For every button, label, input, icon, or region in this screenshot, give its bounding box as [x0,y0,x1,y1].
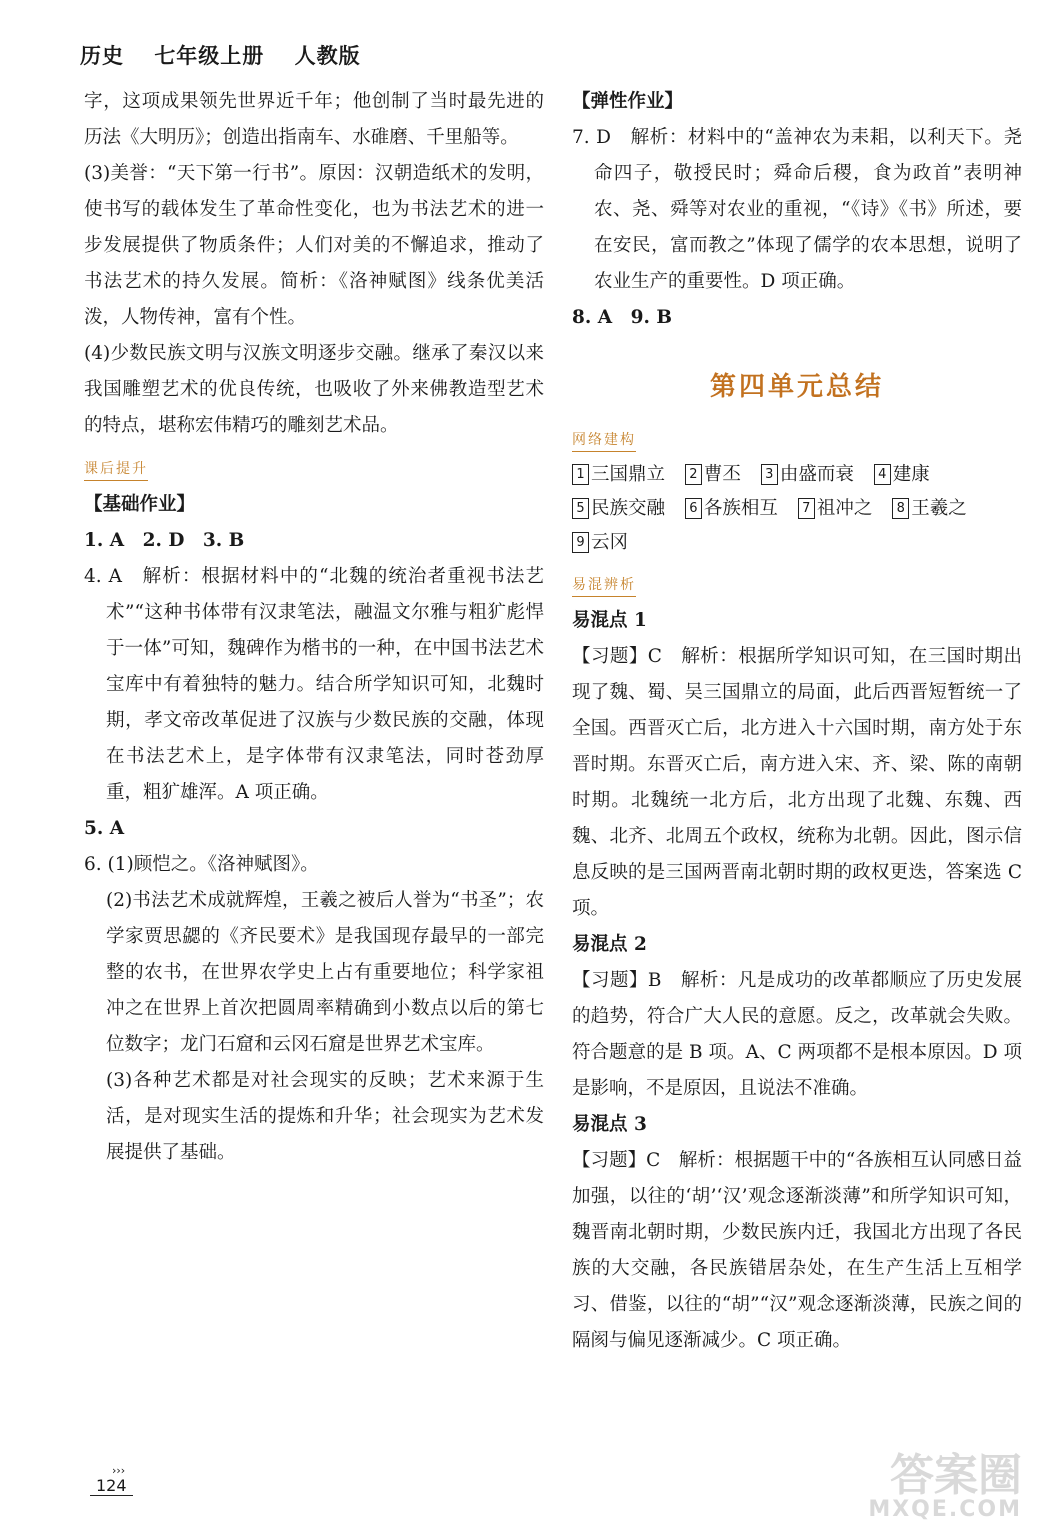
answer-4: 4. A 解析：根据材料中的“北魏的统治者重视书法艺术”“这种书体带有汉隶笔法，融温文尔雅与粗犷彪悍于一体”可知，魏碑作为楷书的一种，在中国书法艺术宝库中有着独特的魅力。结合所学知识可知，北魏时期，孝文帝改革促进了汉族与少数民族的交融，体现在书法艺术上，是字体带有汉隶笔法，同时苍劲厚重，粗犷雄浑。A 项正确。 [84,566,544,803]
answers-1-3: 1. A 2. D 3. B [84,530,245,551]
confusion-point-3-text: 【习题】C 解析：根据题干中的“各族相互认同感日益加强，以往的‘胡’‘汉’观念逐渐淡薄”和所学知识可知，魏晋南北朝时期，少数民族内迁，我国北方出现了各民族的大交融，各民族错居杂处，在生产生活上互相学习、借鉴，以往的“胡”“汉”观念逐渐淡薄，民族之间的隔阂与偏见逐渐减少。C 项正确。 [572,1150,1022,1351]
unit-summary-title: 第四单元总结 [709,372,884,402]
answer-6-part2: (2)书法艺术成就辉煌，王羲之被后人誉为“书圣”；农学家贾思勰的《齐民要术》是我国现存最早的一部完整的农书，在世界农学史上占有重要地位；科学家祖冲之在世界上首次把圆周率精确到小数点以后的第七位数字；龙门石窟和云冈石窟是世界艺术宝库。 [106,890,544,1055]
network-item: 2 曹丕 [685,464,741,485]
chevrons-icon: ››› [112,1464,126,1477]
page-number-text: 124 [90,1476,133,1496]
basic-homework-label: 【基础作业】 [84,494,196,515]
network-list [572,458,1022,560]
page-number [90,1466,133,1495]
section-tag-confusion: 易混辨析 [572,574,636,597]
watermark-url: MXQE.COM [868,1497,1022,1522]
right-column [572,84,1022,1359]
network-item: 8 王羲之 [892,498,967,519]
header-subject: 历史 [80,44,124,68]
watermark-logo [868,1450,1022,1522]
left-column [84,84,544,1171]
section-tag-after-class: 课后提升 [84,458,148,481]
confusion-point-1-label: 易混点 1 [572,610,647,631]
network-item: 1 三国鼎立 [572,464,665,485]
page-header [80,40,383,70]
confusion-point-3-label: 易混点 3 [572,1114,647,1135]
confusion-point-2-text: 【习题】B 解析：凡是成功的改革都顺应了历史发展的趋势，符合广大人民的意愿。反之，改革就会失败。符合题意的是 B 项。A、C 两项都不是根本原因。D 项是影响，不是原因，且说法不准确。 [572,970,1022,1099]
section-tag-network: 网络建构 [572,429,636,452]
answer-6-part1: 6. (1)顾恺之。《洛神赋图》。 [84,854,319,875]
header-edition: 人教版 [294,44,361,68]
watermark-logo-text: 答案圈 [890,1450,1022,1501]
network-item: 6 各族相互 [685,498,778,519]
answers-8-9: 8. A 9. B [572,307,672,328]
paragraph-sculpture: (4)少数民族文明与汉族文明逐步交融。继承了秦汉以来我国雕塑艺术的优良传统，也吸收了外来佛教造型艺术的特点，堪称宏伟精巧的雕刻艺术品。 [84,343,544,436]
network-item: 7 祖冲之 [798,498,873,519]
answer-7: 7. D 解析：材料中的“盖神农为耒耜，以利天下。尧命四子，敬授民时；舜命后稷，食为政首”表明神农、尧、舜等对农业的重视，“《诗》《书》所述，要在安民，富而教之”体现了儒学的农本思想，说明了农业生产的重要性。D 项正确。 [572,127,1022,292]
network-item: 9 云冈 [572,532,628,553]
confusion-point-1-text: 【习题】C 解析：根据所学知识可知，在三国时期出现了魏、蜀、吴三国鼎立的局面，此后西晋短暂统一了全国。西晋灭亡后，北方进入十六国时期，南方处于东晋时期。东晋灭亡后，南方进入宋、齐、梁、陈的南朝时期。北魏统一北方后，北方出现了北魏、东魏、西魏、北齐、北周五个政权，统称为北朝。因此，图示信息反映的是三国两晋南北朝时期的政权更迭，答案选 C 项。 [572,646,1022,919]
paragraph-zu-chongzhi: 字，这项成果领先世界近千年；他创制了当时最先进的历法《大明历》；创造出指南车、水碓磨、千里船等。 [84,91,544,148]
paragraph-calligraphy: (3)美誉：“天下第一行书”。原因：汉朝造纸术的发明，使书写的载体发生了革命性变化，也为书法艺术的进一步发展提供了物质条件；人们对美的不懈追求，推动了书法艺术的持久发展。简析：《洛神赋图》线条优美活泼，人物传神，富有个性。 [84,163,544,328]
network-item: 3 由盛而衰 [761,464,854,485]
network-item: 5 民族交融 [572,498,665,519]
answer-6-part3: (3)各种艺术都是对社会现实的反映；艺术来源于生活，是对现实生活的提炼和升华；社会现实为艺术发展提供了基础。 [106,1070,544,1163]
header-grade: 七年级上册 [154,44,265,68]
confusion-point-2-label: 易混点 2 [572,934,647,955]
network-item: 4 建康 [874,464,930,485]
answer-5: 5. A [84,818,125,839]
elastic-homework-label: 【弹性作业】 [572,91,684,112]
